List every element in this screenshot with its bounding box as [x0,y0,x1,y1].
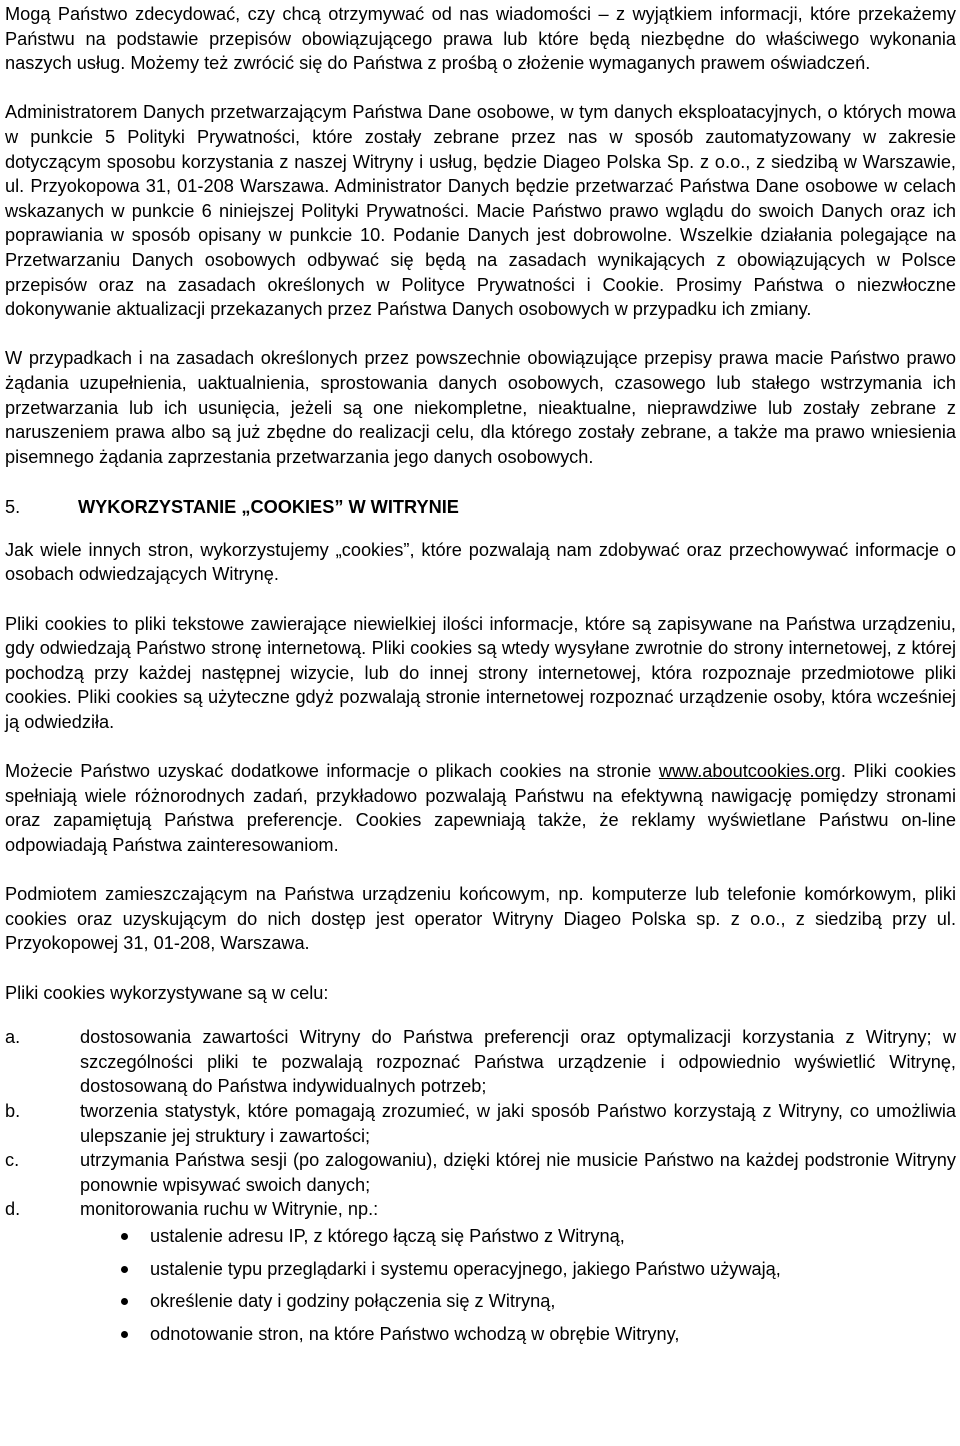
paragraph-cookies-purposes-intro: Pliki cookies wykorzystywane są w celu: [5,982,329,1003]
purposes-list [5,1025,956,1222]
paragraph-cookies-definition: Pliki cookies to pliki tekstowe zawierające niewielkiej ilości informacje, które są zapisywane na Państwa urządzeniu, gdy odwiedzają Państwo stronę internetową. Pliki cookies są wtedy wysyłane zwrotnie do strony internetowej, z której pochodzą przy każdej następnej wizycie, lub do innej strony internetowej, która rozpoznaje przedmiotowe pliki cookies. Pliki cookies są użyteczne gdyż pozwalają stronie internetowej rozpoznać urządzenie osoby, która wcześniej ją odwiedziła. [5,613,956,733]
aboutcookies-link[interactable]: www.aboutcookies.org [658,761,841,782]
paragraph-messages: Mogą Państwo zdecydować, czy chcą otrzymywać od nas wiadomości – z wyjątkiem informacji, które przekażemy Państwu na podstawie przepisów obowiązującego prawa lub które będą niezbędne do właściwego wykonania naszych usług. Możemy też zwrócić się do Państwa z prośbą o złożenie wymaganych prawem oświadczeń. [5,4,956,74]
more-info-text: Możecie Państwo uzyskać dodatkowe informacje o plikach cookies na stronie [5,761,659,782]
bullet-item [5,1289,956,1314]
list-marker: d. [5,1199,21,1220]
more-info-text-continued: . Pliki cookies spełniają wiele różnorodnych zadań, przykładowo pozwalają Państwu na efektywną nawigację pomiędzy stronami oraz zapamiętują Państwa preferencje. Cookies zapewniają także, że reklamy wyświetlane Państwu on-line odpowiadają Państwa zainteresowaniom. [5,761,956,855]
paragraph-cookies-operator: Podmiotem zamieszczającym na Państwa urządzeniu końcowym, np. komputerze lub telefonie komórkowym, pliki cookies oraz uzyskującym do nich dostęp jest operator Witryny Diageo Polska sp. z o.o., z siedzibą przy ul. Przyokopowej 31, 01-208, Warszawa. [5,884,956,954]
list-item [5,1148,956,1197]
list-item [5,1025,956,1099]
paragraph-cookies-intro: Jak wiele innych stron, wykorzystujemy „cookies”, które pozwalają nam zdobywać oraz przechowywać informacje o osobach odwiedzających Witrynę. [5,539,956,585]
bullet-item [5,1257,956,1282]
list-marker: c. [5,1150,20,1171]
paragraph-data-rights: W przypadkach i na zasadach określonych przez powszechnie obowiązujące przepisy prawa macie Państwo prawo żądania uzupełnienia, uaktualnienia, sprostowania danych osobowych, czasowego lub stałego wstrzymania ich przetwarzania lub ich usunięcia, jeżeli są one niekompletne, nieaktualne, nieprawdziwe lub zostały zebrane z naruszeniem prawa albo są już zbędne do realizacji celu, dla którego zostały zebrane, a także ma prawo wniesienia pisemnego żądania zaprzestania przetwarzania jego danych osobowych. [5,348,956,467]
bullet-text: określenie daty i godziny połączenia się z Witryną, [150,1291,556,1312]
bullet-text: ustalenie adresu IP, z którego łączą się Państwo z Witryną, [150,1225,625,1246]
paragraph-data-administrator: Administratorem Danych przetwarzającym Państwa Dane osobowe, w tym danych eksploatacyjnych, o których mowa w punkcie 5 Polityki Prywatności, które zostały zebrane przez nas w sposób zautomatyzowany w zakresie dotyczącym sposobu korzystania z naszej Witryny i usług, będzie Diageo Polska Sp. z o.o., z siedzibą w Warszawie, ul. Przyokopowa 31, 01-208 Warszawa. Administrator Danych będzie przetwarzać Państwa Dane osobowe w celach wskazanych w punkcie 6 niniejszej Polityki Prywatności. Macie Państwo prawo wglądu do swoich Danych oraz ich poprawiania w sposób opisany w punkcie 10. Podanie Danych jest dobrowolne. Wszelkie działania polegające na Przetwarzaniu Danych osobowych odbywać się będą na zasadach wynikających z obowiązujących w Polsce przepisów oraz na zasadach określonych w Polityce Prywatności i Cookie. Prosimy Państwa o niezwłoczne dokonywanie aktualizacji przekazanych przez Państwa Danych osobowych w przypadku ich zmiany. [5,102,956,320]
bullet-text: ustalenie typu przeglądarki i systemu operacyjnego, jakiego Państwo używają, [150,1258,781,1279]
section-number: 5. [5,497,21,518]
paragraph-cookies-more-info [5,759,956,857]
bullet-item [5,1224,956,1249]
list-item-text: utrzymania Państwa sesji (po zalogowaniu), dzięki której nie musicie Państwo na każdej podstronie Witryny ponownie wpisywać swoich danych; [80,1150,956,1195]
list-item [5,1099,956,1148]
list-item-text: monitorowania ruchu w Witrynie, np.: [80,1199,379,1220]
list-item-text: tworzenia statystyk, które pomagają zrozumieć, w jaki sposób Państwo korzystają z Witryny, co umożliwia ulepszanie jej struktury i zawartości; [80,1100,956,1146]
list-marker: b. [5,1100,21,1121]
bullet-dot-icon [5,1289,150,1314]
section-title: WYKORZYSTANIE „COOKIES” W WITRYNIE [78,497,459,518]
list-item [5,1197,956,1222]
monitoring-bullet-list [5,1224,956,1346]
section-5-heading [5,495,956,520]
bullet-dot-icon [5,1224,150,1249]
bullet-text: odnotowanie stron, na które Państwo wchodzą w obrębie Witryny, [150,1323,680,1344]
bullet-item [5,1322,956,1347]
list-item-text: dostosowania zawartości Witryny do Państwa preferencji oraz optymalizacji korzystania z Witryny; w szczególności pliki te pozwalają rozpoznać Państwa urządzenie i odpowiednio wyświetlić Witrynę, dostosowaną do Państwa indywidualnych potrzeb; [80,1027,956,1097]
bullet-dot-icon [5,1322,150,1347]
bullet-dot-icon [5,1257,150,1282]
list-marker: a. [5,1027,21,1048]
